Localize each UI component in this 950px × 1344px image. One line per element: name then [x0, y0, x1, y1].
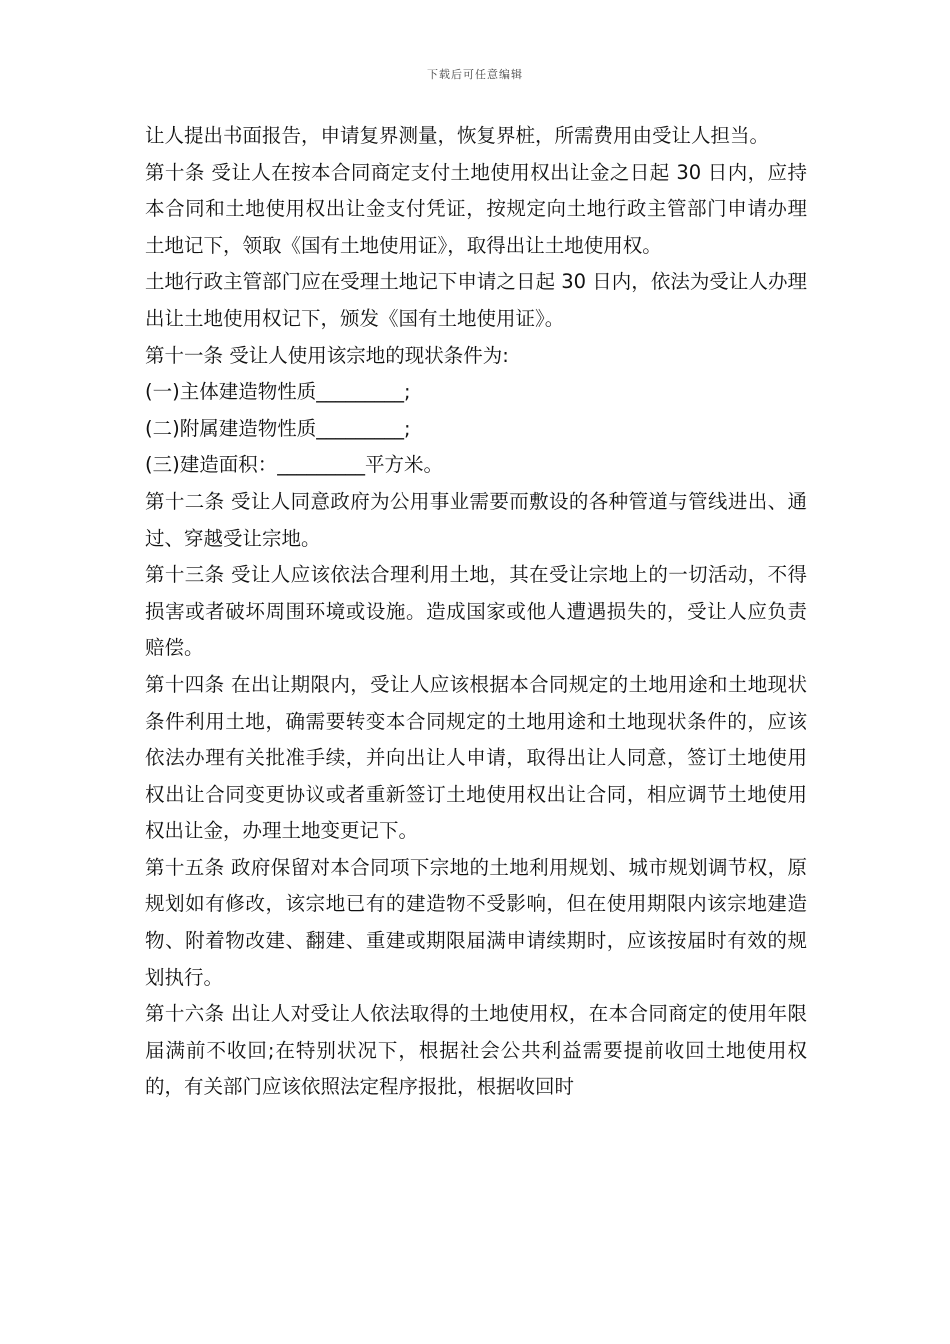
paragraph-article-14: 第十四条 在出让期限内，受让人应该根据本合同规定的土地用途和土地现状条件利用土地，确需要转变本合同规定的土地用途和土地现状条件的，应该依法办理有关批准手续，并向出让人申请，取得出让人同意，签订土地使用权出让合同变更协议或者重新签订土地使用权出让合同，相应调节土地使用权出让金，办理土地变更记下。 — [145, 672, 807, 843]
paragraph-registration: 土地行政主管部门应在受理土地记下申请之日起 30 日内，依法为受让人办理出让土地使用权记下，颁发《国有土地使用证》。 — [145, 270, 807, 330]
paragraph-article-13: 第十三条 受让人应该依法合理利用土地，其在受让宗地上的一切活动，不得损害或者破坏周围环境或设施。造成国家或他人遭遇损失的，受让人应负责赔偿。 — [145, 563, 807, 660]
paragraph-article-10: 第十条 受让人在按本合同商定支付土地使用权出让金之日起 30 日内，应持本合同和土地使用权出让金支付凭证，按规定向土地行政主管部门申请办理土地记下，领取《国有土地使用证》，取得出让土地使用权。 — [145, 160, 807, 257]
paragraph-article-15: 第十五条 政府保留对本合同项下宗地的土地利用规划、城市规划调节权，原规划如有修改，该宗地已有的建造物不受影响，但在使用期限内该宗地建造物、附着物改建、翻建、重建或期限届满申请续期时，应该按届时有效的规划执行。 — [145, 855, 807, 989]
paragraph-1: 让人提出书面报告，申请复界测量，恢复界桩，所需费用由受让人担当。 — [145, 124, 770, 147]
document-body — [145, 118, 807, 1106]
page-header: 下载后可任意编辑 — [427, 68, 523, 81]
paragraph-article-16: 第十六条 出让人对受让人依法取得的土地使用权，在本合同商定的使用年限届满前不收回;在特别状况下，根据社会公共利益需要提前收回土地使用权的，有关部门应该依照法定程序报批，根据收回时 — [145, 1002, 807, 1099]
list-item-building-area: (三)建造面积：_________平方米。 — [145, 453, 443, 477]
paragraph-article-11: 第十一条 受让人使用该宗地的现状条件为: — [145, 343, 509, 367]
list-item-main-building: (一)主体建造物性质_________; — [145, 380, 411, 404]
paragraph-article-12: 第十二条 受让人同意政府为公用事业需要而敷设的各种管道与管线进出、通过、穿越受让宗地。 — [145, 489, 807, 550]
list-item-auxiliary-building: (二)附属建造物性质_________; — [145, 416, 411, 440]
